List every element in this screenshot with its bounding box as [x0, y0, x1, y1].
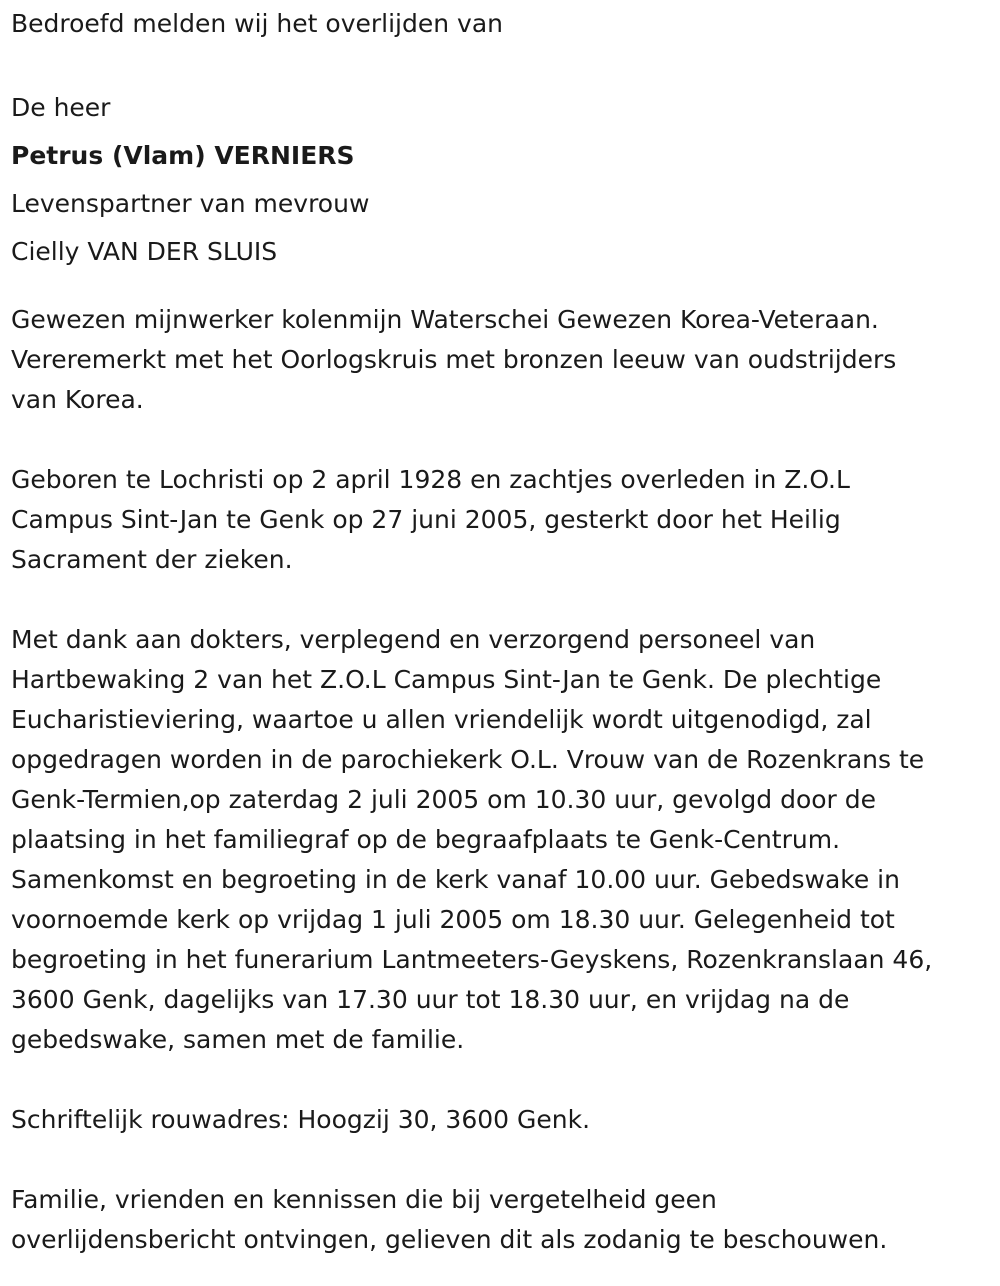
ceremony-line: Genk-Termien,op zaterdag 2 juli 2005 om 10.30 uur, gevolgd door de [11, 785, 877, 814]
spacer [11, 580, 990, 620]
ceremony-line: Samenkomst en begroeting in de kerk vanaf 10.00 uur. Gebedswake in [11, 865, 900, 894]
ceremony-line: 3600 Genk, dagelijks van 17.30 uur tot 18.30 uur, en vrijdag na de [11, 985, 850, 1014]
closing-line: Familie, vrienden en kennissen die bij vergetelheid geen [11, 1185, 717, 1214]
spacer [11, 1140, 990, 1180]
intro-text: Bedroefd melden wij het overlijden van [11, 9, 503, 38]
spacer [11, 44, 990, 84]
partner-label: Levenspartner van mevrouw [11, 189, 370, 218]
birth-death-line: Sacrament der zieken. [11, 545, 293, 574]
career-line: Vereremerkt met het Oorlogskruis met bronzen leeuw van oudstrijders [11, 345, 897, 374]
salutation: De heer [11, 93, 111, 122]
spacer [11, 276, 990, 300]
closing-paragraph [11, 1180, 990, 1260]
spacer [11, 420, 990, 460]
thanks-ceremony-paragraph [11, 620, 990, 1060]
mourning-address: Schriftelijk rouwadres: Hoogzij 30, 3600 Genk. [11, 1105, 591, 1134]
birth-death-line: Geboren te Lochristi op 2 april 1928 en zachtjes overleden in Z.O.L [11, 465, 850, 494]
birth-death-line: Campus Sint-Jan te Genk op 27 juni 2005, gesterkt door het Heilig [11, 505, 841, 534]
closing-line: overlijdensbericht ontvingen, gelieven dit als zodanig te beschouwen. [11, 1225, 888, 1254]
ceremony-line: opgedragen worden in de parochiekerk O.L. Vrouw van de Rozenkrans te [11, 745, 925, 774]
birth-death-paragraph [11, 460, 990, 580]
ceremony-line: Hartbewaking 2 van het Z.O.L Campus Sint-Jan te Genk. De plechtige [11, 665, 882, 694]
career-paragraph [11, 300, 990, 420]
spacer [11, 1060, 990, 1100]
ceremony-line: plaatsing in het familiegraf op de begraafplaats te Genk-Centrum. [11, 825, 841, 854]
deceased-name: Petrus (Vlam) VERNIERS [11, 141, 355, 170]
ceremony-line: Eucharistieviering, waartoe u allen vriendelijk wordt uitgenodigd, zal [11, 705, 872, 734]
ceremony-line: voornoemde kerk op vrijdag 1 juli 2005 om 18.30 uur. Gelegenheid tot [11, 905, 895, 934]
career-line: van Korea. [11, 385, 144, 414]
career-line: Gewezen mijnwerker kolenmijn Waterschei Gewezen Korea-Veteraan. [11, 305, 879, 334]
ceremony-line: begroeting in het funerarium Lantmeeters-Geyskens, Rozenkranslaan 46, [11, 945, 933, 974]
ceremony-line: Met dank aan dokters, verplegend en verzorgend personeel van [11, 625, 816, 654]
partner-name: Cielly VAN DER SLUIS [11, 237, 278, 266]
ceremony-line: gebedswake, samen met de familie. [11, 1025, 465, 1054]
